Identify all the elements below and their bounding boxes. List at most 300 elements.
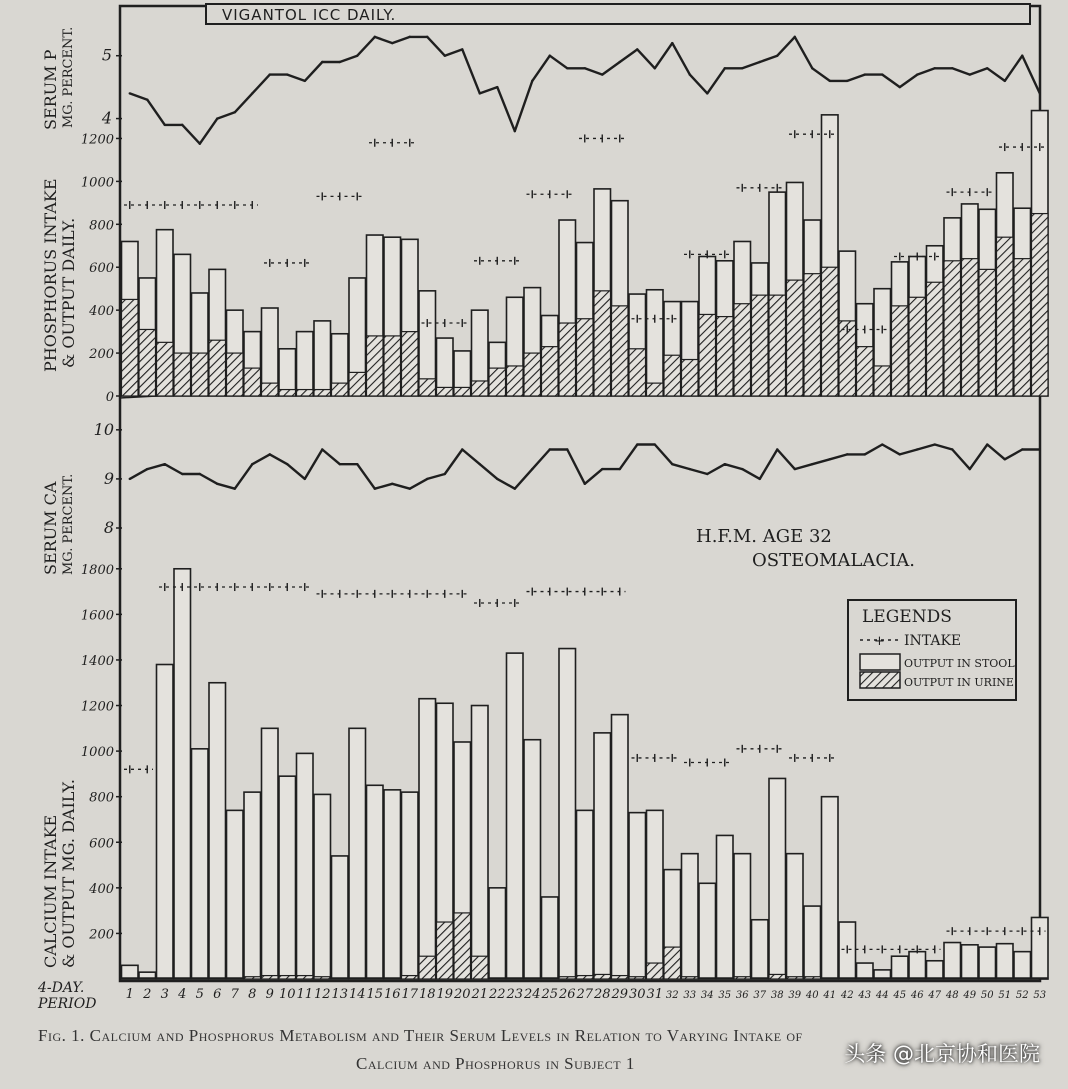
bar-stool <box>822 797 839 979</box>
bar-urine <box>174 353 191 396</box>
serum-point <box>864 453 866 455</box>
bar-urine <box>209 340 226 396</box>
serum-point <box>584 67 586 69</box>
bar-stool <box>174 569 191 979</box>
bar-urine <box>629 977 646 979</box>
vigantol-label: VIGANTOL ICC DAILY. <box>222 6 397 24</box>
bar-urine <box>367 978 384 979</box>
bar-stool <box>279 349 296 396</box>
y-tick-label: 5 <box>101 45 112 65</box>
calcium-ylabel-2: & OUTPUT MG. DAILY. <box>59 779 78 968</box>
bar-urine <box>612 976 629 979</box>
bar-urine <box>454 913 471 979</box>
bar-stool <box>612 715 629 979</box>
bar-urine <box>612 306 629 396</box>
bar-urine <box>437 922 454 979</box>
serum-point <box>776 55 778 57</box>
y-tick-label: 1000 <box>80 745 114 761</box>
serum-point <box>356 463 358 465</box>
legend-urine-swatch <box>860 672 900 688</box>
serum-point <box>934 67 936 69</box>
x-tick-label: 42 <box>840 990 854 1001</box>
bar-urine <box>349 978 366 979</box>
y-tick-label: 1000 <box>80 175 114 191</box>
plot-layer <box>81 36 1048 1002</box>
bar-stool <box>682 854 699 979</box>
bar-urine <box>489 368 506 396</box>
serum-point <box>689 468 691 470</box>
serum-point <box>339 61 341 63</box>
chart-1 <box>80 108 1048 405</box>
serum-point <box>986 67 988 69</box>
bar-urine <box>244 977 261 979</box>
bar-urine <box>559 323 576 396</box>
bar-stool <box>892 956 909 979</box>
serum-point <box>601 468 603 470</box>
bar-stool <box>857 963 874 979</box>
serum-point <box>636 48 638 50</box>
serum-point <box>374 36 376 38</box>
subject-note-line2: OSTEOMALACIA. <box>752 550 915 571</box>
bar-urine <box>769 974 786 979</box>
bar-urine <box>332 383 349 396</box>
bar-stool <box>489 888 506 979</box>
x-tick-label: 2 <box>143 987 152 1002</box>
bar-urine <box>349 372 366 396</box>
bar-stool <box>787 854 804 979</box>
bar-urine <box>839 978 856 979</box>
serum-point <box>269 453 271 455</box>
x-tick-label: 47 <box>928 990 942 1001</box>
legend-stool-swatch <box>860 654 900 670</box>
serum-line <box>130 37 1040 144</box>
bar-urine <box>752 295 769 396</box>
bar-stool <box>262 728 279 979</box>
bar-urine <box>699 314 716 396</box>
bar-stool <box>909 952 926 979</box>
bar-urine <box>997 237 1014 396</box>
serum-point <box>444 473 446 475</box>
bar-stool <box>367 785 384 979</box>
bar-stool <box>594 733 611 979</box>
bar-urine <box>542 347 559 396</box>
x-tick-label: 44 <box>875 990 889 1001</box>
y-tick-label: 600 <box>89 261 114 277</box>
serum-point <box>636 443 638 445</box>
y-tick-label: 200 <box>89 927 114 943</box>
x-tick-label: 3 <box>160 987 169 1002</box>
serum-point <box>531 468 533 470</box>
bar-stool <box>297 753 314 979</box>
x-tick-label: 24 <box>523 987 541 1002</box>
bar-urine <box>892 978 909 979</box>
x-tick-label: 36 <box>735 990 749 1001</box>
y-tick-label: 1400 <box>80 653 114 669</box>
serum-point <box>724 67 726 69</box>
serum-point <box>479 92 481 94</box>
bar-urine <box>1014 978 1031 979</box>
bar-urine <box>367 336 384 396</box>
x-tick-label: 18 <box>418 987 436 1002</box>
serum-point <box>811 463 813 465</box>
x-tick-label: 34 <box>700 990 714 1001</box>
x-tick-label: 19 <box>436 987 454 1002</box>
bar-stool <box>314 321 331 396</box>
bar-stool <box>157 665 174 979</box>
x-tick-label: 31 <box>646 987 664 1002</box>
bar-stool <box>1014 952 1031 979</box>
x-tick-label: 8 <box>248 987 257 1002</box>
serum-point <box>391 42 393 44</box>
bar-urine <box>524 353 541 396</box>
serum-point <box>391 483 393 485</box>
serum-point <box>496 478 498 480</box>
bar-stool <box>997 944 1014 979</box>
serum-point <box>409 488 411 490</box>
legend <box>848 600 1016 700</box>
bar-urine <box>944 978 961 979</box>
x-tick-label: 4 <box>178 987 187 1002</box>
serum-point <box>479 463 481 465</box>
serum-point <box>339 463 341 465</box>
period-label-line1: 4-DAY. <box>38 980 85 996</box>
x-tick-label: 27 <box>576 987 594 1002</box>
bar-urine <box>927 978 944 979</box>
serum-point <box>199 473 201 475</box>
bar-urine <box>857 978 874 979</box>
bar-stool <box>717 835 734 979</box>
bar-stool <box>297 332 314 396</box>
serum-point <box>1021 55 1023 57</box>
serum-point <box>776 448 778 450</box>
x-tick-label: 9 <box>265 987 274 1002</box>
bar-urine <box>244 368 261 396</box>
serum-point <box>146 468 148 470</box>
bar-stool <box>734 854 751 979</box>
serum-point <box>986 443 988 445</box>
bar-urine <box>437 387 454 396</box>
serum-point <box>969 468 971 470</box>
serum-point <box>1039 448 1041 450</box>
serum-point <box>251 92 253 94</box>
serum-point <box>706 473 708 475</box>
y-tick-label: 1200 <box>80 132 114 148</box>
x-tick-label: 13 <box>331 987 349 1002</box>
x-tick-label: 15 <box>366 987 384 1002</box>
bar-urine <box>524 978 541 979</box>
bar-urine <box>507 978 524 979</box>
x-tick-label: 48 <box>945 990 959 1001</box>
serum-point <box>951 67 953 69</box>
x-tick-label: 25 <box>541 987 559 1002</box>
bar-urine <box>997 978 1014 979</box>
bar-urine <box>279 390 296 396</box>
serum-point <box>654 443 656 445</box>
phos-ylabel-1: PHOSPHORUS INTAKE <box>41 178 60 372</box>
serum-point <box>461 48 463 50</box>
bar-urine <box>192 353 209 396</box>
bar-stool <box>752 920 769 979</box>
bar-urine <box>262 383 279 396</box>
bar-stool <box>979 947 996 979</box>
serum-point <box>129 478 131 480</box>
bar-urine <box>139 978 156 979</box>
bar-urine <box>332 978 349 979</box>
bar-urine <box>717 978 734 979</box>
bar-urine <box>752 978 769 979</box>
serum-point <box>1021 448 1023 450</box>
x-tick-label: 20 <box>453 987 471 1002</box>
serum-point <box>426 478 428 480</box>
bar-urine <box>174 978 191 979</box>
serum-point <box>321 61 323 63</box>
x-tick-label: 14 <box>348 987 366 1002</box>
x-tick-label: 52 <box>1015 990 1029 1001</box>
bar-urine <box>122 299 139 396</box>
serum-point <box>409 36 411 38</box>
bar-stool <box>927 961 944 979</box>
legend-stool-label: OUTPUT IN STOOL <box>904 657 1015 670</box>
serum-point <box>881 443 883 445</box>
bar-urine <box>192 978 209 979</box>
bar-stool <box>559 649 576 979</box>
bar-stool <box>384 790 401 979</box>
bar-urine <box>857 347 874 396</box>
bar-urine <box>682 360 699 396</box>
x-tick-label: 11 <box>296 987 314 1002</box>
bar-urine <box>472 956 489 979</box>
y-tick-label: 800 <box>89 790 114 806</box>
x-tick-label: 10 <box>278 987 296 1002</box>
serum-point <box>216 483 218 485</box>
serum-point <box>811 67 813 69</box>
serum-point <box>829 80 831 82</box>
period-label-line2: PERIOD <box>38 996 97 1012</box>
serum-point <box>286 463 288 465</box>
serum-point <box>304 80 306 82</box>
serum-point <box>759 478 761 480</box>
phos-ylabel-2: & OUTPUT DAILY. <box>59 217 78 368</box>
bar-urine <box>402 976 419 979</box>
x-tick-label: 28 <box>593 987 611 1002</box>
bar-urine <box>682 977 699 979</box>
serum-point <box>514 130 516 132</box>
bar-urine <box>699 978 716 979</box>
y-tick-label: 4 <box>101 108 112 128</box>
serum-point <box>759 61 761 63</box>
bar-urine <box>297 976 314 979</box>
serum-point <box>146 99 148 101</box>
x-tick-label: 5 <box>195 987 204 1002</box>
serum-point <box>566 448 568 450</box>
y-tick-label: 9 <box>103 468 114 488</box>
serum-point <box>846 453 848 455</box>
bar-stool <box>227 810 244 979</box>
serum-point <box>444 55 446 57</box>
bar-stool <box>192 749 209 979</box>
bar-urine <box>787 280 804 396</box>
bar-stool <box>279 776 296 979</box>
bar-stool <box>962 945 979 979</box>
bar-urine <box>577 976 594 979</box>
legend-intake-label: INTAKE <box>904 633 962 649</box>
bar-urine <box>647 963 664 979</box>
bar-urine <box>489 978 506 979</box>
x-tick-label: 1 <box>125 987 134 1002</box>
bar-urine <box>944 261 961 396</box>
serum-point <box>199 143 201 145</box>
bar-urine <box>804 977 821 979</box>
bar-urine <box>577 319 594 396</box>
serum-point <box>689 73 691 75</box>
bar-urine <box>979 269 996 396</box>
x-tick-label: 40 <box>805 990 819 1001</box>
bar-stool <box>314 794 331 979</box>
bar-urine <box>209 978 226 979</box>
serum-point <box>846 80 848 82</box>
serum-point <box>899 86 901 88</box>
bar-stool <box>944 943 961 979</box>
bar-stool <box>804 906 821 979</box>
x-tick-label: 29 <box>611 987 629 1002</box>
serum-point <box>619 61 621 63</box>
serum-point <box>741 67 743 69</box>
bar-urine <box>664 947 681 979</box>
y-tick-label: 1600 <box>80 608 114 624</box>
x-tick-label: 49 <box>963 990 977 1001</box>
bar-urine <box>822 978 839 979</box>
serum-point <box>829 458 831 460</box>
serum-point <box>654 67 656 69</box>
bar-urine <box>139 329 156 396</box>
serum-point <box>426 36 428 38</box>
x-tick-label: 23 <box>506 987 524 1002</box>
bar-urine <box>962 978 979 979</box>
bar-stool <box>647 290 664 396</box>
bar-urine <box>472 381 489 396</box>
x-tick-label: 22 <box>488 987 506 1002</box>
serum-ca-ylabel-2: MG. PERCENT. <box>61 473 76 575</box>
x-tick-label: 17 <box>401 987 419 1002</box>
serum-point <box>216 117 218 119</box>
serum-point <box>181 473 183 475</box>
bar-urine <box>402 332 419 396</box>
x-tick-label: 53 <box>1033 990 1047 1001</box>
caption-line1: Fig. 1. Calcium and Phosphorus Metabolism and Their Serum Levels in Relation to Varying Intake of <box>38 1026 803 1045</box>
bar-urine <box>664 355 681 396</box>
serum-point <box>724 463 726 465</box>
bar-stool <box>524 740 541 979</box>
x-tick-label: 12 <box>313 987 331 1002</box>
bar-urine <box>909 978 926 979</box>
serum-point <box>304 478 306 480</box>
bar-stool <box>402 792 419 979</box>
serum-point <box>129 92 131 94</box>
bar-urine <box>874 366 891 396</box>
serum-point <box>514 488 516 490</box>
x-tick-label: 16 <box>383 987 401 1002</box>
bar-urine <box>822 267 839 396</box>
bar-urine <box>962 259 979 396</box>
bar-urine <box>384 336 401 396</box>
bar-urine <box>314 390 331 396</box>
serum-point <box>531 80 533 82</box>
bar-stool <box>244 792 261 979</box>
x-tick-label: 37 <box>753 990 767 1001</box>
bar-urine <box>1014 259 1031 396</box>
y-tick-label: 8 <box>103 518 114 537</box>
serum-point <box>286 73 288 75</box>
serum-point <box>619 468 621 470</box>
bar-stool <box>542 897 559 979</box>
y-tick-label: 600 <box>89 836 114 852</box>
serum-point <box>234 488 236 490</box>
subject-note-line1: H.F.M. AGE 32 <box>696 526 832 547</box>
x-tick-label: 26 <box>558 987 576 1002</box>
y-tick-label: 400 <box>89 304 114 320</box>
serum-point <box>916 448 918 450</box>
serum-point <box>899 453 901 455</box>
bar-urine <box>157 342 174 396</box>
legend-intake-cross: + <box>874 634 885 649</box>
serum-point <box>566 67 568 69</box>
bar-stool <box>699 883 716 979</box>
bar-urine <box>507 366 524 396</box>
serum-point <box>951 448 953 450</box>
serum-point <box>881 73 883 75</box>
serum-point <box>934 443 936 445</box>
x-tick-label: 51 <box>998 990 1012 1001</box>
serum-point <box>374 488 376 490</box>
y-tick-label: 0 <box>105 390 114 405</box>
bar-stool <box>769 778 786 979</box>
serum-point <box>1004 458 1006 460</box>
bar-urine <box>787 977 804 979</box>
x-tick-label: 35 <box>718 990 732 1001</box>
bar-urine <box>419 956 436 979</box>
serum-p-ylabel-1: SERUM P <box>41 49 60 130</box>
serum-point <box>671 463 673 465</box>
bar-urine <box>227 353 244 396</box>
bar-urine <box>804 274 821 396</box>
x-tick-label: 46 <box>910 990 924 1001</box>
bar-urine <box>157 978 174 979</box>
bar-stool <box>577 810 594 979</box>
serum-point <box>1004 80 1006 82</box>
bar-urine <box>647 383 664 396</box>
x-tick-label: 6 <box>213 987 222 1002</box>
bar-stool <box>647 810 664 979</box>
serum-line <box>130 445 1040 489</box>
y-tick-label: 10 <box>93 419 114 439</box>
serum-point <box>794 36 796 38</box>
serum-point <box>864 73 866 75</box>
serum-point <box>671 42 673 44</box>
serum-point <box>234 111 236 113</box>
x-tick-label: 45 <box>893 990 907 1001</box>
calcium-ylabel-1: CALCIUM INTAKE <box>41 814 60 968</box>
serum-point <box>916 73 918 75</box>
serum-point <box>164 124 166 126</box>
bar-urine <box>1032 214 1049 396</box>
bar-urine <box>717 317 734 396</box>
serum-point <box>181 124 183 126</box>
serum-point <box>1039 92 1041 94</box>
bar-stool <box>1032 917 1049 979</box>
x-tick-label: 30 <box>628 987 646 1002</box>
bar-urine <box>1032 978 1049 979</box>
serum-point <box>601 73 603 75</box>
